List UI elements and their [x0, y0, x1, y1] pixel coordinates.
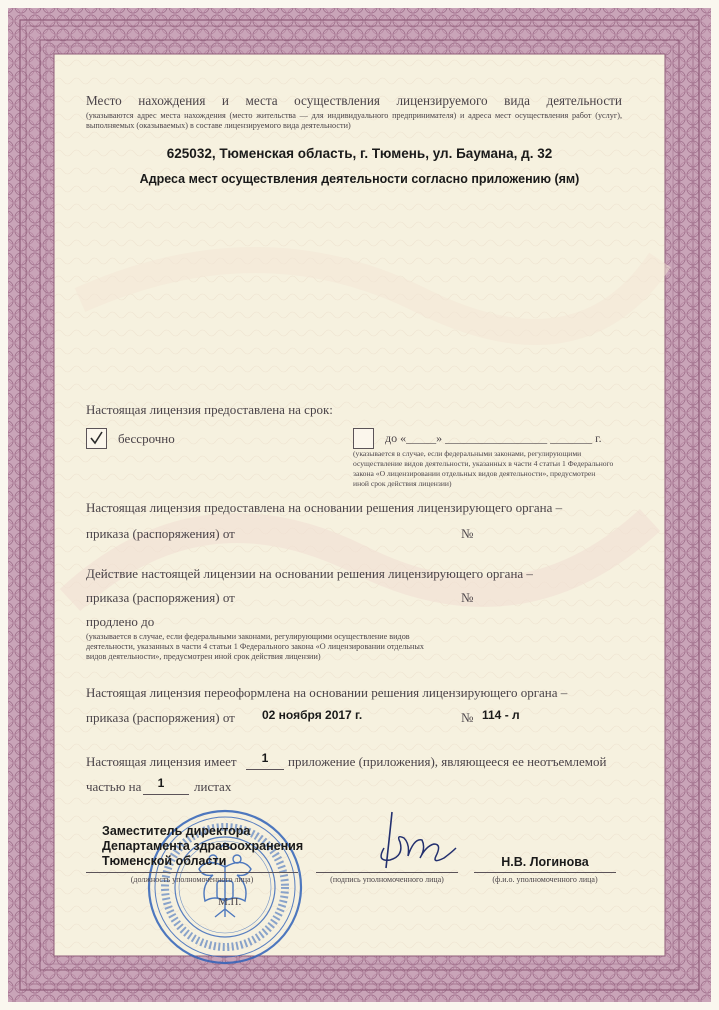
until-label: до «_____» _________________ _______ г. [385, 431, 602, 445]
location-note-line2: выполняемых (оказываемых) в составе лицензируемого вида деятельности) [86, 121, 351, 130]
annex-count: 1 [261, 751, 269, 765]
signatory-title-line1: Заместитель директора [102, 824, 251, 838]
reissue-text: Настоящая лицензия переоформлена на основании решения лицензирующего органа – [86, 685, 568, 700]
term-note-line2: осуществление видов деятельности, указанных в части 4 статьи 1 Федерального [353, 459, 614, 468]
basis-number-label: № [461, 526, 474, 541]
signatory-name: Н.В. Логинова [501, 855, 589, 869]
annex-text-after: приложение (приложения), являющееся ее неотъемлемой [288, 754, 607, 769]
reissue-number: 114 - л [482, 708, 520, 722]
location-note-line1: (указываются адрес места нахождения (место жительства — для индивидуального предпринимателя) и адреса мест осуществления работ (услуг), [86, 111, 622, 120]
title-line [86, 872, 298, 873]
signatory-title-line2: Департамента здравоохранения [102, 839, 304, 853]
extension-number-label: № [461, 590, 474, 605]
extended-until-label: продлено до [86, 614, 155, 629]
signatory-title-line3: Тюменской области [102, 854, 227, 868]
term-note-line4: иной срок действия лицензии) [353, 479, 452, 488]
signature-caption: (подпись уполномоченного лица) [330, 875, 444, 884]
reissue-number-label: № [461, 710, 474, 725]
indefinite-checkbox [86, 428, 107, 449]
extension-note-line1: (указывается в случае, если федеральными законами, регулирующими осуществление видов [86, 632, 410, 641]
title-caption: (должность уполномоченного лица) [130, 875, 254, 884]
term-note-line3: закона «О лицензировании отдельных видов деятельности», предусмотрен [353, 469, 596, 478]
annex-pages-after: листах [194, 779, 232, 794]
addresses-annex-line: Адреса мест осуществления деятельности согласно приложению (ям) [139, 172, 580, 186]
annex-pages-line [143, 794, 189, 795]
indefinite-label: бессрочно [118, 431, 175, 446]
basis-text: Настоящая лицензия предоставлена на основании решения лицензирующего органа – [86, 500, 563, 515]
checkmark-icon [87, 429, 106, 448]
term-note-line1: (указывается в случае, если федеральными законами, регулирующими [353, 449, 582, 458]
extension-text: Действие настоящей лицензии на основании решения лицензирующего органа – [86, 566, 533, 581]
extension-order-label: приказа (распоряжения) от [86, 590, 235, 605]
location-heading: Место нахождения и места осуществления лицензируемого вида деятельности [86, 93, 622, 108]
address-line: 625032, Тюменская область, г. Тюмень, ул. Баумана, д. 32 [166, 146, 553, 161]
reissue-order-label: приказа (распоряжения) от [86, 710, 235, 725]
extension-note-line3: видов деятельности», предусмотрен иной срок действия лицензии) [86, 652, 321, 661]
reissue-date: 02 ноября 2017 г. [262, 708, 363, 722]
name-line [474, 872, 616, 873]
name-caption: (ф.и.о. уполномоченного лица) [492, 875, 598, 884]
annex-count-line [246, 769, 284, 770]
annex-pages-before: частью на [86, 779, 142, 794]
annex-text-before: Настоящая лицензия имеет [86, 754, 237, 769]
basis-order-label: приказа (распоряжения) от [86, 526, 235, 541]
handwritten-signature [370, 808, 460, 874]
annex-pages: 1 [157, 776, 165, 790]
seal-place-label: М.П. [218, 896, 242, 908]
term-heading: Настоящая лицензия предоставлена на срок: [86, 402, 333, 417]
extension-note-line2: деятельности, указанных в части 4 статьи 1 Федерального закона «О лицензировании отдельных [86, 642, 425, 651]
until-checkbox [353, 428, 374, 449]
